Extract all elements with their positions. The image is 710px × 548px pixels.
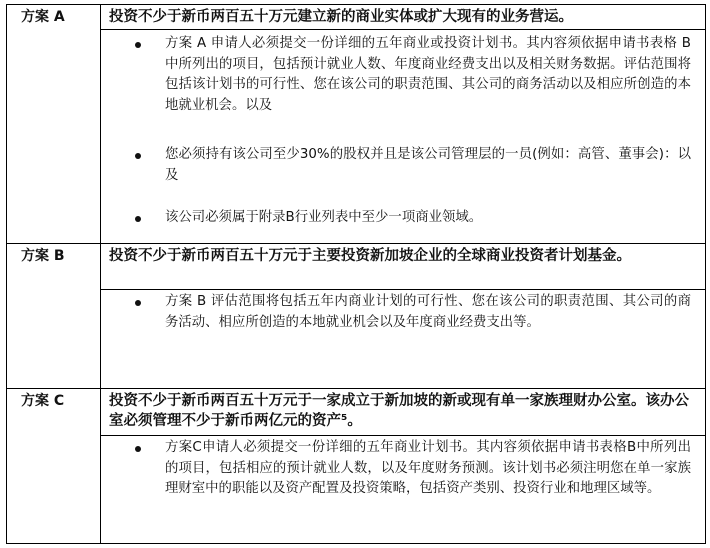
bullet-icon [135, 42, 141, 48]
scheme-heading: 投资不少于新币两百五十万元于一家成立于新加坡的新或现有单一家族理财办公室。该办公室必须管理不少于新币两亿元的资产⁵。 [101, 389, 705, 436]
scheme-body [101, 290, 705, 388]
scheme-content [101, 389, 705, 543]
scheme-body [101, 436, 705, 543]
scheme-label: 方案 B [7, 244, 101, 388]
bullet-text: 方案C申请人必须提交一份详细的五年商业计划书。其内容须依据申请书表格B中所列出的项目，包括相应的预计就业人数，以及年度财务预测。该计划书必须注明您在单一家族理财室中的职能以及资产配置及投资策略，包括资产类别、投资行业和地理区域等。 [165, 440, 691, 496]
scheme-table [6, 4, 706, 544]
scheme-heading: 投资不少于新币两百五十万元建立新的商业实体或扩大现有的业务营运。 [101, 5, 705, 30]
scheme-label: 方案 C [7, 389, 101, 543]
scheme-row-c [7, 389, 705, 543]
scheme-heading: 投资不少于新币两百五十万元于主要投资新加坡企业的全球商业投资者计划基金。 [101, 244, 705, 290]
bullet-icon [135, 153, 141, 159]
scheme-body [101, 30, 705, 243]
bullet-text: 方案 A 申请人必须提交一份详细的五年商业或投资计划书。其内容须依据申请书表格 B 中所列出的项目，包括预计就业人数、年度商业经费支出以及相关财务数据。评估范围将包括该计划书的可行性、您在该公司的职责范围、其公司的商务活动以及相应所创造的本地就业机会。以及 [165, 36, 691, 113]
bullet-icon [135, 446, 141, 452]
bullet-icon [135, 300, 141, 306]
bullet-text: 该公司必须属于附录B行业列表中至少一项商业领域。 [165, 210, 483, 225]
scheme-content [101, 5, 705, 243]
scheme-row-a [7, 5, 705, 244]
scheme-label: 方案 A [7, 5, 101, 243]
scheme-row-b [7, 244, 705, 389]
scheme-content [101, 244, 705, 388]
bullet-text: 方案 B 评估范围将包括五年内商业计划的可行性、您在该公司的职责范围、其公司的商务活动、相应所创造的本地就业机会以及年度商业经费支出等。 [165, 294, 691, 330]
bullet-text: 您必须持有该公司至少30%的股权并且是该公司管理层的一员(例如：高管、董事会)：以及 [165, 147, 691, 183]
bullet-icon [135, 216, 141, 222]
